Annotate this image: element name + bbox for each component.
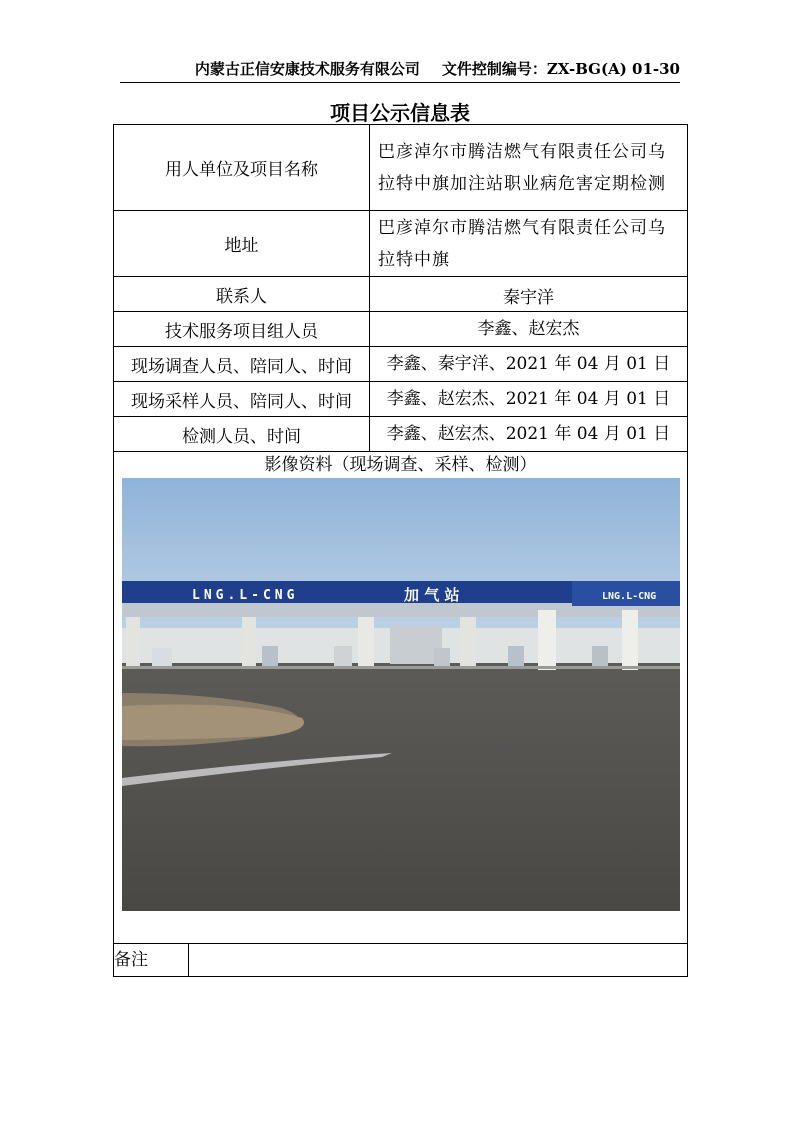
row-label: 检测人员、时间 — [114, 417, 370, 452]
row-value: 李鑫、秦宇洋、2021 年 04 月 01 日 — [370, 347, 688, 382]
row-value: 巴彦淖尔市腾洁燃气有限责任公司乌拉特中旗 — [370, 211, 688, 277]
canopy-sign-center: 加 气 站 — [403, 586, 459, 604]
row-label: 联系人 — [114, 277, 370, 312]
row-label: 技术服务项目组人员 — [114, 312, 370, 347]
company-name: 内蒙古正信安康技术服务有限公司 — [194, 60, 420, 78]
table-row — [114, 211, 688, 277]
row-label: 用人单位及项目名称 — [114, 125, 370, 211]
page-header — [120, 58, 680, 83]
table-row — [114, 347, 688, 382]
table-row — [114, 125, 688, 211]
row-value: 李鑫、赵宏杰、2021 年 04 月 01 日 — [370, 417, 688, 452]
site-photo — [122, 478, 680, 911]
row-value: 秦宇洋 — [370, 277, 688, 312]
row-label: 现场调查人员、陪同人、时间 — [114, 347, 370, 382]
photo-cell — [114, 452, 688, 944]
row-label: 地址 — [114, 211, 370, 277]
note-row — [114, 944, 688, 977]
note-value — [189, 944, 687, 976]
row-value: 李鑫、赵宏杰、2021 年 04 月 01 日 — [370, 382, 688, 417]
row-label: 现场采样人员、陪同人、时间 — [114, 382, 370, 417]
table-row — [114, 277, 688, 312]
note-label: 备注 — [114, 944, 189, 976]
page-title: 项目公示信息表 — [330, 101, 470, 125]
table-row — [114, 417, 688, 452]
photo-caption: 影像资料（现场调查、采样、检测） — [264, 455, 537, 475]
photo-row — [114, 452, 688, 944]
table-row — [114, 312, 688, 347]
canopy-sign-left: LNG.L-CNG — [191, 588, 298, 603]
canopy-sign-right: LNG.L-CNG — [601, 591, 656, 602]
row-value: 巴彦淖尔市腾洁燃气有限责任公司乌拉特中旗加注站职业病危害定期检测 — [370, 125, 688, 211]
info-table — [113, 124, 688, 977]
row-value: 李鑫、赵宏杰 — [370, 312, 688, 347]
doc-control-number: 文件控制编号：ZX-BG(A) 01-30 — [441, 60, 680, 78]
table-row — [114, 382, 688, 417]
